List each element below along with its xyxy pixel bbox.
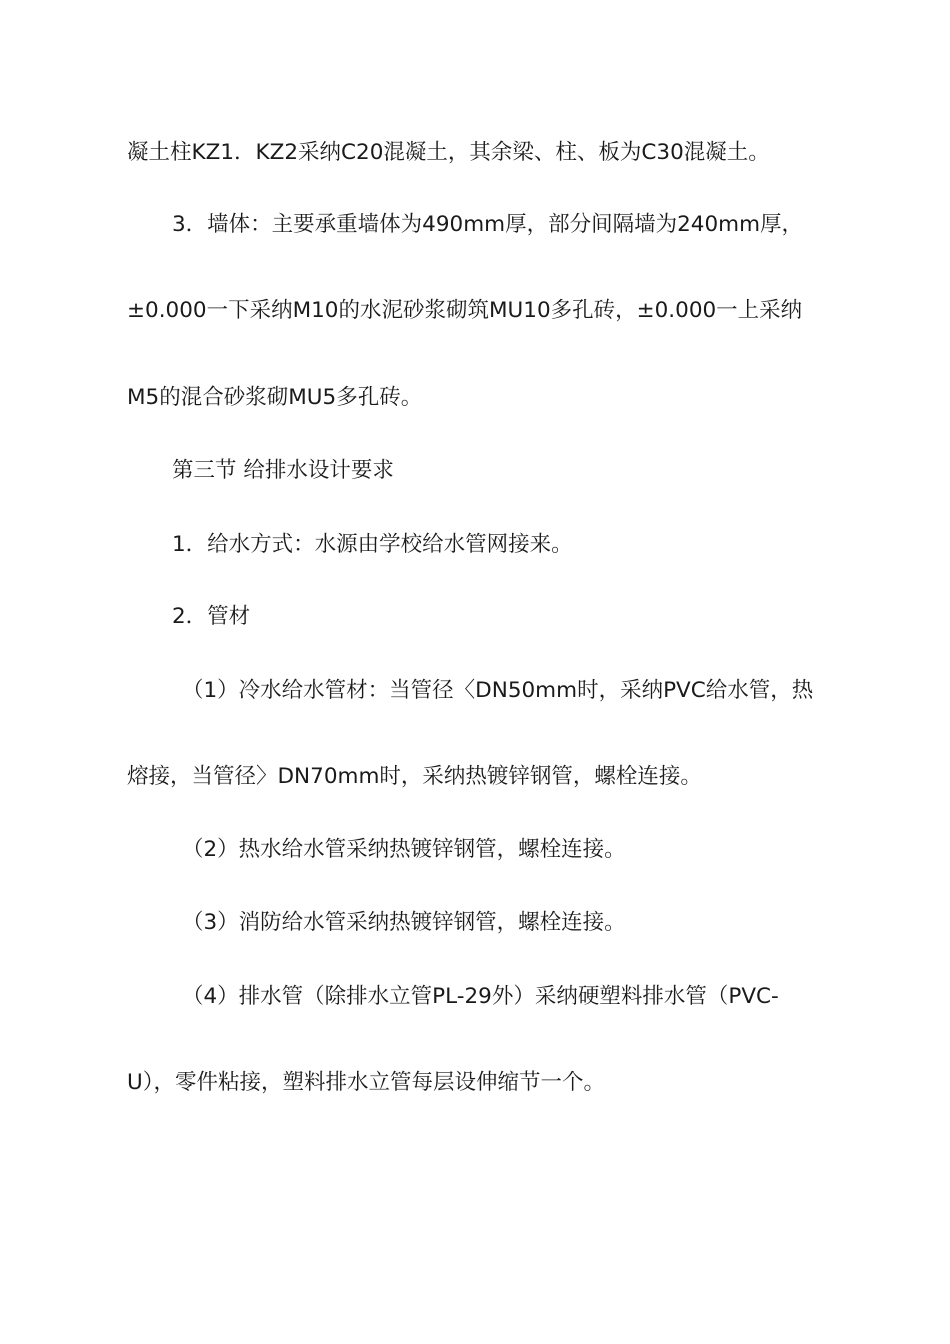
paragraph-line: （3）消防给水管采纳热镀锌钢管，螺栓连接。 [182,910,626,935]
paragraph-line: 凝土柱KZ1．KZ2采纳C20混凝土，其余梁、柱、板为C30混凝土。 [127,140,770,165]
paragraph-line: M5的混合砂浆砌MU5多孔砖。 [127,385,423,410]
section-heading: 第三节 给排水设计要求 [172,458,394,483]
paragraph-line: 熔接，当管径〉DN70mm时，采纳热镀锌钢管，螺栓连接。 [127,764,702,789]
paragraph-line: （2）热水给水管采纳热镀锌钢管，螺栓连接。 [182,837,626,862]
paragraph-line: 1．给水方式：水源由学校给水管网接来。 [172,532,573,557]
paragraph-line: （1）冷水给水管材：当管径〈DN50mm时，采纳PVC给水管，热 [182,678,814,703]
paragraph-line: U），零件粘接，塑料排水立管每层设伸缩节一个。 [127,1070,605,1095]
paragraph-line: 2．管材 [172,604,251,629]
paragraph-line: ±0.000一下采纳M10的水泥砂浆砌筑MU10多孔砖，±0.000一上采纳 [127,298,803,323]
paragraph-line: 3．墙体：主要承重墙体为490mm厚，部分间隔墙为240mm厚， [172,212,804,237]
paragraph-line: （4）排水管（除排水立管PL-29外）采纳硬塑料排水管（PVC- [182,984,779,1009]
